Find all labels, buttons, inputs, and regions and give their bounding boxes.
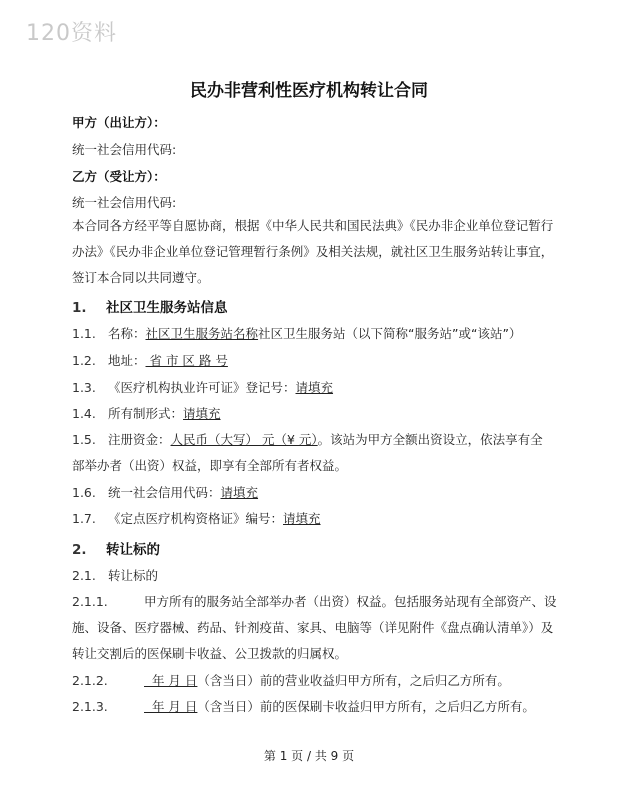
item-1-5 (72, 432, 543, 448)
item-1-1 (72, 326, 521, 342)
item-text: 。该站为甲方全额出资设立，依法享有全 (317, 432, 543, 447)
page-footer: 第 1 页 / 共 9 页 (263, 749, 355, 763)
item-2-1-1 (72, 594, 557, 610)
section-1-title: 社区卫生服务站信息 (106, 300, 228, 316)
item-label: 注册资金： (108, 432, 171, 447)
item-number: 1.5. (72, 432, 96, 447)
item-2-1-2 (72, 673, 510, 689)
filled-value: 请填充 (283, 511, 321, 526)
item-label: 统一社会信用代码： (108, 485, 221, 500)
item-2-1-1-line-3: 转让交割后的医保刷卡收益、公卫拨款的归属权。 (72, 646, 348, 661)
item-number: 2.1. (72, 568, 96, 583)
filled-value: 社区卫生服务站名称 (145, 326, 259, 341)
item-label: 《医疗机构执业许可证》登记号： (108, 380, 296, 395)
section-2-title: 转让标的 (106, 542, 160, 558)
item-1-3 (72, 380, 333, 396)
section-2-heading (72, 538, 160, 558)
item-text: （含当日）前的医保刷卡收益归甲方所有，之后归乙方所有。 (197, 699, 535, 714)
item-2-1-3 (72, 699, 535, 715)
item-number: 1.4. (72, 406, 96, 421)
item-number: 1.6. (72, 485, 96, 500)
party-a-label: 甲方（出让方）： (72, 115, 166, 130)
item-1-7 (72, 511, 321, 527)
filled-value: 年 月 日 (144, 699, 198, 714)
item-1-2 (72, 353, 228, 369)
preamble-line-2: 办法》《民办非企业单位登记管理暂行条例》及相关法规，就社区卫生服务站转让事宜， (72, 244, 554, 259)
filled-value: 请填充 (295, 380, 334, 395)
preamble-line-1: 本合同各方经平等自愿协商，根据《中华人民共和国民法典》《民办非企业单位登记暂行 (72, 218, 554, 233)
watermark-logo: 120资料 (26, 21, 117, 46)
item-number: 2.1.2. (72, 673, 108, 688)
item-2-1 (72, 568, 158, 584)
item-number: 2.1.1. (72, 594, 108, 609)
filled-value: 请填充 (220, 485, 259, 500)
item-label: 名称： (108, 326, 146, 341)
item-2-1-1-line-2: 施、设备、医疗器械、药品、针剂疫苗、家具、电脑等（详见附件《盘点确认清单》）及 (72, 620, 554, 635)
party-a-credit-code: 统一社会信用代码: (72, 142, 177, 157)
item-label: 地址： (108, 353, 146, 368)
filled-value: 请填充 (183, 406, 221, 421)
party-b-label: 乙方（受让方）： (72, 169, 166, 184)
section-2-number: 2. (72, 542, 87, 558)
item-label: 所有制形式： (108, 406, 184, 421)
party-b-credit-code: 统一社会信用代码: (72, 195, 177, 210)
filled-value: 人民币（大写） 元（¥ 元） (170, 432, 318, 447)
section-1-heading (72, 296, 228, 316)
item-label: 转让标的 (108, 568, 159, 583)
item-label: 《定点医疗机构资格证》编号： (108, 511, 284, 526)
item-text: （含当日）前的营业收益归甲方所有，之后归乙方所有。 (197, 673, 510, 688)
item-number: 1.7. (72, 511, 96, 526)
filled-value: 年 月 日 (144, 673, 198, 688)
item-number: 2.1.3. (72, 699, 108, 714)
item-number: 1.1. (72, 326, 96, 341)
item-text: 社区卫生服务站（以下简称“服务站”或“该站”） (258, 326, 522, 341)
item-1-6 (72, 485, 258, 501)
item-1-5-continued: 部举办者（出资）权益，即享有全部所有者权益。 (72, 458, 348, 473)
item-text: 甲方所有的服务站全部举办者（出资）权益。包括服务站现有全部资产、设 (144, 594, 557, 609)
item-number: 1.2. (72, 353, 96, 368)
filled-value: 省 市 区 路 号 (145, 353, 228, 368)
document-title: 民办非营利性医疗机构转让合同 (190, 81, 428, 101)
item-number: 1.3. (72, 380, 96, 395)
section-1-number: 1. (72, 300, 87, 316)
item-1-4 (72, 406, 221, 422)
preamble-line-3: 签订本合同以共同遵守。 (72, 270, 210, 285)
